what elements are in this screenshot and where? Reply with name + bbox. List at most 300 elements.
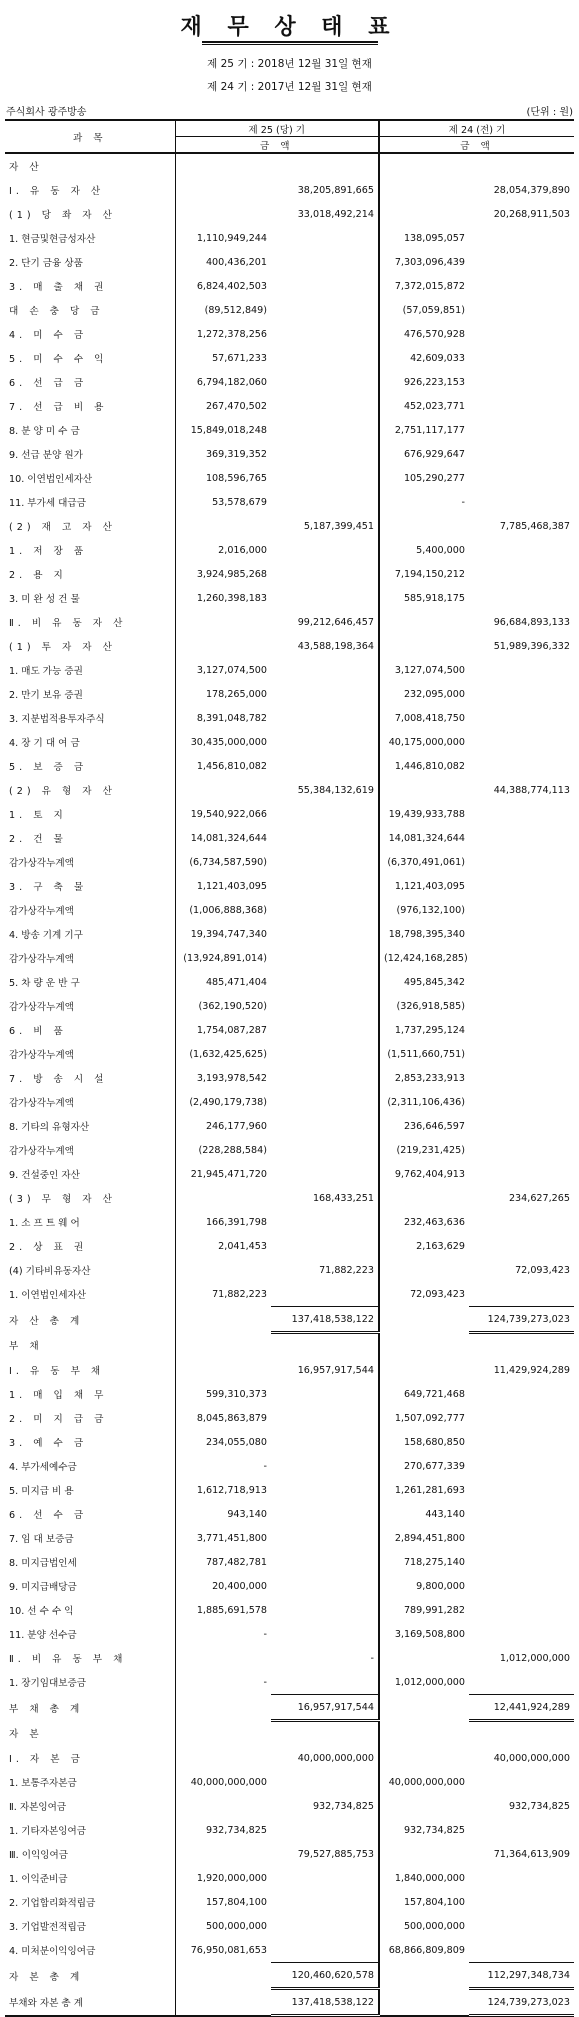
prior-subtotal-amount: 40,000,000,000 [493,1752,570,1764]
current-detail-amount: 20,400,000 [175,1574,271,1598]
current-subtotal-amount [271,1234,379,1258]
current-subtotal-amount [271,298,379,322]
prior-subtotal-amount [469,370,574,394]
account-label: 감가상각누계액 [9,1050,74,1061]
current-detail-amount: 3,193,978,542 [175,1066,271,1090]
table-row [5,1406,574,1430]
prior-subtotal-amount [469,1938,574,1963]
current-detail-amount: 14,081,324,644 [175,826,271,850]
table-row [5,1818,574,1842]
current-detail-amount: 1,110,949,244 [175,226,271,250]
current-subtotal-amount [271,274,379,298]
current-detail-amount [175,1333,271,1359]
prior-subtotal-amount [469,322,574,346]
prior-detail-amount: 2,894,451,800 [379,1526,469,1550]
table-row [5,634,574,658]
current-subtotal-amount [271,1770,379,1794]
table-row [5,250,574,274]
table-row [5,1746,574,1770]
table-row [5,370,574,394]
current-detail-amount: 246,177,960 [175,1114,271,1138]
prior-subtotal-amount [469,1478,574,1502]
table-row [5,1282,574,1307]
current-detail-amount: 3,924,985,268 [175,562,271,586]
current-detail-amount: (2,490,179,738) [175,1090,271,1114]
table-row [5,1890,574,1914]
currency-unit: (단위 : 원) [526,107,573,118]
current-detail-amount: 19,540,922,066 [175,802,271,826]
table-row [5,850,574,874]
table-row [5,178,574,202]
current-detail-amount [175,1989,271,2016]
prior-subtotal-amount [469,586,574,610]
table-row [5,562,574,586]
prior-detail-amount [379,202,469,226]
prior-subtotal-amount [469,1234,574,1258]
current-detail-amount: (89,512,849) [175,298,271,322]
total-row [5,1307,574,1333]
account-label: 4. 부가세예수금 [9,1462,77,1473]
prior-detail-amount: 2,163,629 [379,1234,469,1258]
current-subtotal-amount [271,898,379,922]
prior-subtotal-amount [469,274,574,298]
prior-subtotal-amount [469,802,574,826]
current-detail-amount: 166,391,798 [175,1210,271,1234]
current-subtotal-amount [271,682,379,706]
table-row [5,226,574,250]
prior-detail-amount: 68,866,809,809 [379,1938,469,1963]
table-row [5,1162,574,1186]
current-detail-amount: 1,272,378,256 [175,322,271,346]
table-row [5,1550,574,1574]
prior-detail-amount: 1,121,403,095 [379,874,469,898]
prior-subtotal-amount [469,730,574,754]
table-row [5,994,574,1018]
account-label: (2) 재 고 자 산 [9,522,116,533]
current-detail-amount [175,1746,271,1770]
prior-subtotal-amount [469,1866,574,1890]
prior-detail-amount: 1,507,092,777 [379,1406,469,1430]
prior-detail-amount [379,1646,469,1670]
table-row [5,538,574,562]
current-subtotal-amount [271,418,379,442]
current-subtotal-amount: 137,418,538,122 [271,1307,379,1333]
account-label: 3. 기업발전적립금 [9,1922,87,1933]
account-label: 2. 만기 보유 증권 [9,690,83,701]
prior-subtotal-amount [469,1914,574,1938]
current-detail-amount: 234,055,080 [175,1430,271,1454]
current-detail-amount [175,178,271,202]
table-row [5,1478,574,1502]
current-detail-amount: 2,041,453 [175,1234,271,1258]
prior-detail-amount: 40,175,000,000 [379,730,469,754]
prior-subtotal-amount [469,682,574,706]
account-label: 3. 구 축 물 [9,882,88,893]
prior-subtotal-amount: 96,684,893,133 [493,616,570,628]
current-subtotal-amount [271,1622,379,1646]
prior-detail-amount: 789,991,282 [379,1598,469,1622]
prior-subtotal-amount [469,1090,574,1114]
current-detail-amount [175,1695,271,1721]
current-subtotal-amount [271,850,379,874]
account-label: 4. 방송 기계 기구 [9,930,83,941]
account-label: 부 채 총 계 [9,1703,84,1715]
current-subtotal-amount [271,586,379,610]
table-row [5,153,574,178]
current-detail-amount: 15,849,018,248 [175,418,271,442]
current-detail-amount [175,1186,271,1210]
prior-detail-amount: 40,000,000,000 [379,1770,469,1794]
current-detail-amount [175,1842,271,1866]
period-prior: 제 24 기 : 2017년 12월 31일 현재 [207,81,372,93]
prior-subtotal-amount [469,1430,574,1454]
table-row [5,1114,574,1138]
current-subtotal-amount [271,1914,379,1938]
current-subtotal-amount: 43,588,198,364 [297,640,374,652]
current-subtotal-amount: - [370,1652,374,1664]
current-detail-amount: 1,754,087,287 [175,1018,271,1042]
prior-subtotal-amount [469,562,574,586]
current-detail-amount: 267,470,502 [175,394,271,418]
account-label: (3) 무 형 자 산 [9,1194,116,1205]
table-row [5,730,574,754]
account-label: 1. 기타자본잉여금 [9,1826,87,1837]
account-label: 11. 부가세 대급금 [9,498,86,509]
account-label: 4. 미 수 금 [9,330,88,341]
account-label: Ⅲ. 이익잉여금 [9,1850,69,1861]
prior-detail-amount [379,634,469,658]
table-row [5,586,574,610]
prior-subtotal-amount [469,1721,574,1747]
prior-subtotal-amount: 20,268,911,503 [493,208,570,220]
table-row [5,1646,574,1670]
table-row [5,1574,574,1598]
prior-detail-amount [379,1721,469,1747]
prior-detail-amount: (6,370,491,061) [379,850,469,874]
prior-detail-amount: (2,311,106,436) [379,1090,469,1114]
prior-detail-amount: 3,169,508,800 [379,1622,469,1646]
prior-detail-amount: 270,677,339 [379,1454,469,1478]
prior-subtotal-amount [469,826,574,850]
table-row [5,754,574,778]
current-subtotal-amount [271,490,379,514]
period-current: 제 25 기 : 2018년 12월 31일 현재 [207,58,372,70]
current-subtotal-amount [271,970,379,994]
account-label: 감가상각누계액 [9,906,74,917]
prior-subtotal-amount [469,442,574,466]
table-row [5,514,574,538]
prior-subtotal-amount [469,970,574,994]
prior-detail-amount: 232,095,000 [379,682,469,706]
prior-detail-amount: (326,918,585) [379,994,469,1018]
account-label: 3. 미 완 성 건 물 [9,594,80,605]
prior-detail-amount: 1,737,295,124 [379,1018,469,1042]
prior-subtotal-amount [469,658,574,682]
current-subtotal-amount [271,1938,379,1963]
current-subtotal-amount [271,1018,379,1042]
table-row [5,418,574,442]
prior-detail-amount: 236,646,597 [379,1114,469,1138]
prior-subtotal-amount [469,394,574,418]
prior-detail-amount: 5,400,000 [379,538,469,562]
prior-subtotal-amount [469,250,574,274]
table-row [5,802,574,826]
prior-subtotal-amount [469,994,574,1018]
account-label: Ⅰ. 유 동 자 산 [9,186,105,197]
account-label: 감가상각누계액 [9,1002,74,1013]
prior-subtotal-amount [469,1162,574,1186]
current-detail-amount: 932,734,825 [175,1818,271,1842]
prior-subtotal-amount [469,1066,574,1090]
prior-subtotal-amount: 71,364,613,909 [493,1848,570,1860]
current-subtotal-amount [271,1430,379,1454]
account-label: 7. 선 급 비 용 [9,402,108,413]
current-detail-amount: (228,288,584) [175,1138,271,1162]
prior-subtotal-amount [469,490,574,514]
current-subtotal-amount [271,946,379,970]
header-amount-current: 금 액 [175,137,379,154]
table-row [5,682,574,706]
prior-detail-amount: 14,081,324,644 [379,826,469,850]
prior-detail-amount: 452,023,771 [379,394,469,418]
table-row [5,826,574,850]
prior-subtotal-amount [469,298,574,322]
table-row [5,1502,574,1526]
current-subtotal-amount: 55,384,132,619 [297,784,374,796]
current-detail-amount: 178,265,000 [175,682,271,706]
current-subtotal-amount [271,442,379,466]
account-label: 6. 선 수 금 [9,1510,88,1521]
current-detail-amount [175,1794,271,1818]
current-detail-amount [175,1358,271,1382]
current-detail-amount: 369,319,352 [175,442,271,466]
table-row [5,1358,574,1382]
current-detail-amount: 3,127,074,500 [175,658,271,682]
current-detail-amount: 485,471,404 [175,970,271,994]
current-detail-amount [175,1307,271,1333]
current-subtotal-amount [271,874,379,898]
current-subtotal-amount [271,250,379,274]
current-detail-amount: (13,924,891,014) [175,946,271,970]
current-detail-amount [175,153,271,178]
prior-subtotal-amount [469,1282,574,1307]
current-subtotal-amount [271,1478,379,1502]
current-detail-amount: 71,882,223 [175,1282,271,1307]
current-subtotal-amount [271,1382,379,1406]
table-row [5,1258,574,1282]
current-detail-amount: - [175,1454,271,1478]
prior-detail-amount: 2,853,233,913 [379,1066,469,1090]
current-detail-amount: 943,140 [175,1502,271,1526]
prior-subtotal-amount [469,418,574,442]
prior-subtotal-amount [469,1210,574,1234]
table-row [5,898,574,922]
current-detail-amount: 8,045,863,879 [175,1406,271,1430]
prior-detail-amount: 1,261,281,693 [379,1478,469,1502]
prior-subtotal-amount [469,874,574,898]
current-detail-amount [175,1963,271,1989]
prior-detail-amount: 72,093,423 [379,1282,469,1307]
current-subtotal-amount [271,1574,379,1598]
current-subtotal-amount [271,466,379,490]
table-row [5,1333,574,1359]
prior-detail-amount: 7,194,150,212 [379,562,469,586]
current-detail-amount [175,514,271,538]
current-subtotal-amount [271,994,379,1018]
current-subtotal-amount: 99,212,646,457 [297,616,374,628]
current-subtotal-amount [271,346,379,370]
prior-detail-amount: 500,000,000 [379,1914,469,1938]
prior-subtotal-amount: 7,785,468,387 [499,520,570,532]
prior-detail-amount: (57,059,851) [379,298,469,322]
prior-detail-amount: 443,140 [379,1502,469,1526]
prior-subtotal-amount: 1,012,000,000 [499,1652,570,1664]
table-row [5,490,574,514]
current-subtotal-amount [271,370,379,394]
account-label: Ⅰ. 유 동 부 채 [9,1366,105,1377]
table-row [5,922,574,946]
account-label: 1. 소 프 트 웨 어 [9,1218,80,1229]
table-row [5,778,574,802]
current-detail-amount: 1,920,000,000 [175,1866,271,1890]
current-detail-amount: 1,612,718,913 [175,1478,271,1502]
prior-detail-amount [379,1842,469,1866]
current-subtotal-amount [271,153,379,178]
current-subtotal-amount [271,1282,379,1307]
account-label: Ⅰ. 자 본 금 [9,1754,84,1765]
table-row [5,1670,574,1695]
current-subtotal-amount: 38,205,891,665 [297,184,374,196]
table-row [5,1042,574,1066]
account-label: (2) 유 형 자 산 [9,786,116,797]
current-detail-amount: (362,190,520) [175,994,271,1018]
prior-subtotal-amount [469,1454,574,1478]
table-row [5,274,574,298]
current-detail-amount: 787,482,781 [175,1550,271,1574]
prior-detail-amount: 9,762,404,913 [379,1162,469,1186]
prior-detail-amount: (219,231,425) [379,1138,469,1162]
current-subtotal-amount: 16,957,917,544 [297,1364,374,1376]
prior-subtotal-amount [469,1406,574,1430]
table-row [5,1914,574,1938]
current-detail-amount: 1,121,403,095 [175,874,271,898]
prior-subtotal-amount [469,1138,574,1162]
prior-detail-amount: 19,439,933,788 [379,802,469,826]
table-row [5,1138,574,1162]
current-detail-amount [175,1258,271,1282]
account-label: 7. 임 대 보증금 [9,1534,74,1545]
account-label: 5. 미지급 비 용 [9,1486,74,1497]
prior-detail-amount: (1,511,660,751) [379,1042,469,1066]
prior-subtotal-amount [469,1018,574,1042]
current-detail-amount [175,202,271,226]
account-label: 1. 장기임대보증금 [9,1678,87,1690]
prior-detail-amount: 495,845,342 [379,970,469,994]
prior-subtotal-amount [469,1598,574,1622]
prior-detail-amount [379,1794,469,1818]
account-label: (4) 기타비유동자산 [9,1266,91,1277]
current-subtotal-amount: 932,734,825 [312,1800,374,1812]
current-detail-amount: 1,885,691,578 [175,1598,271,1622]
current-subtotal-amount [271,1138,379,1162]
account-label: 10. 이연법인세자산 [9,474,93,485]
current-detail-amount [175,610,271,634]
prior-detail-amount: 18,798,395,340 [379,922,469,946]
account-label: 감가상각누계액 [9,858,74,869]
prior-subtotal-amount [469,1114,574,1138]
current-detail-amount: - [175,1622,271,1646]
account-label: 1. 이익준비금 [9,1874,68,1885]
table-row [5,1866,574,1890]
current-detail-amount: 400,436,201 [175,250,271,274]
current-subtotal-amount: 71,882,223 [319,1264,374,1276]
prior-subtotal-amount [469,898,574,922]
prior-subtotal-amount [469,946,574,970]
current-subtotal-amount [271,1721,379,1747]
prior-detail-amount [379,1307,469,1333]
table-row [5,610,574,634]
prior-detail-amount: 232,463,636 [379,1210,469,1234]
account-label: 4. 미처분이익잉여금 [9,1946,96,1958]
account-label: (1) 당 좌 자 산 [9,210,116,221]
prior-subtotal-amount [469,706,574,730]
prior-detail-amount: 2,751,117,177 [379,418,469,442]
company-name: 주식회사 광주방송 [6,107,87,118]
account-label: Ⅱ. 비 유 동 부 채 [9,1654,127,1665]
table-row [5,1186,574,1210]
prior-subtotal-amount [469,1622,574,1646]
current-detail-amount: 6,824,402,503 [175,274,271,298]
prior-subtotal-amount [469,1550,574,1574]
prior-subtotal-amount [469,1890,574,1914]
account-label: (1) 투 자 자 산 [9,642,116,653]
current-subtotal-amount [271,1526,379,1550]
header-amount-prior: 금 액 [379,137,574,154]
current-subtotal-amount: 79,527,885,753 [297,1848,374,1860]
current-detail-amount: 6,794,182,060 [175,370,271,394]
prior-detail-amount: 476,570,928 [379,322,469,346]
account-label: 9. 선급 분양 원가 [9,450,83,461]
account-label: 1. 보통주자본금 [9,1778,77,1789]
total-row [5,1695,574,1721]
current-detail-amount: 157,804,100 [175,1890,271,1914]
current-detail-amount: (1,632,425,625) [175,1042,271,1066]
account-label: 2. 상 표 권 [9,1242,88,1253]
prior-detail-amount: 932,734,825 [379,1818,469,1842]
prior-subtotal-amount [469,346,574,370]
table-row [5,1794,574,1818]
account-label: 2. 기업합리화적립금 [9,1898,96,1909]
account-label: 자 산 총 계 [9,1315,84,1327]
current-subtotal-amount [271,1090,379,1114]
current-subtotal-amount [271,754,379,778]
account-label: 9. 건설중인 자산 [9,1170,80,1181]
prior-subtotal-amount [469,1042,574,1066]
prior-subtotal-amount [469,1574,574,1598]
account-label: Ⅱ. 비 유 동 자 산 [9,618,127,629]
current-subtotal-amount [271,1114,379,1138]
prior-detail-amount: 585,918,175 [379,586,469,610]
prior-subtotal-amount [469,1333,574,1359]
current-subtotal-amount [271,1042,379,1066]
current-detail-amount: 599,310,373 [175,1382,271,1406]
prior-subtotal-amount: 44,388,774,113 [493,784,570,796]
current-detail-amount: 2,016,000 [175,538,271,562]
prior-subtotal-amount [469,538,574,562]
account-label: Ⅱ. 자본잉여금 [9,1802,67,1813]
prior-subtotal-amount: 72,093,423 [515,1264,570,1276]
table-row [5,658,574,682]
